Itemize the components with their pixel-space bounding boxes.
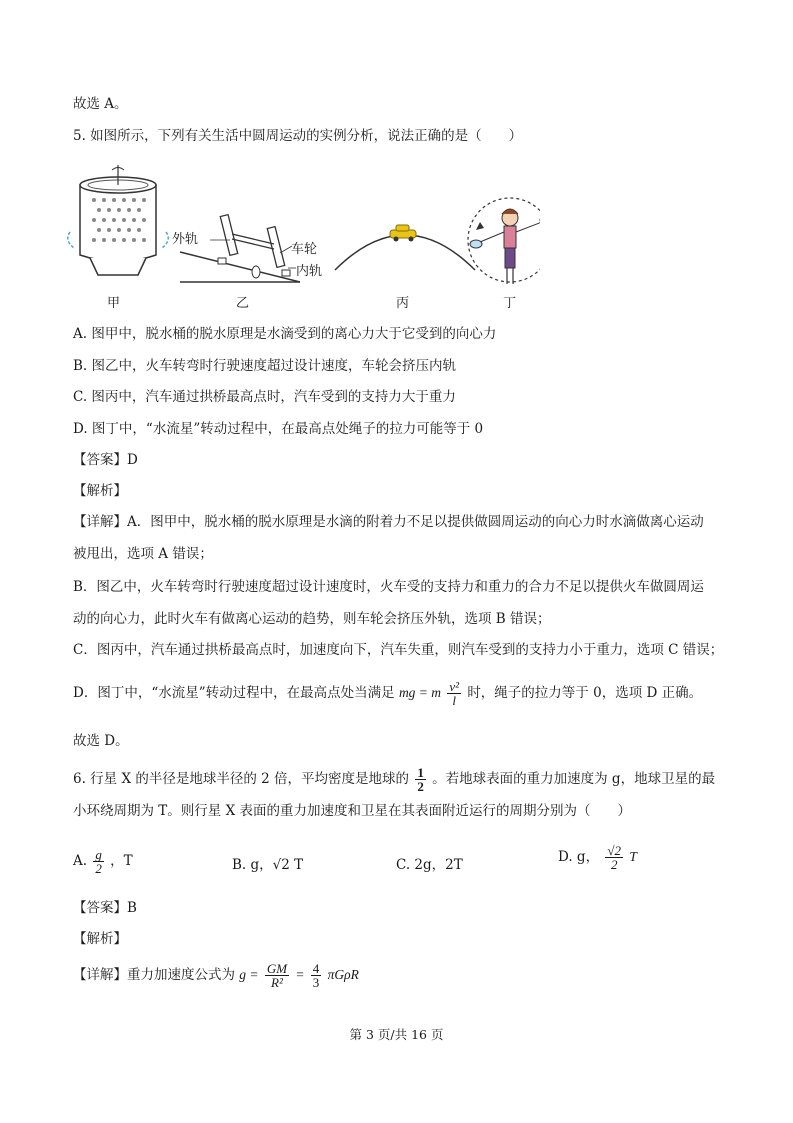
fraction-denominator: 2 (417, 779, 424, 794)
fraction-denominator: 2 (95, 861, 102, 876)
formula-mg: mg = m (398, 685, 442, 700)
question-5: 5. 如图所示，下列有关生活中圆周运动的实例分析，说法正确的是（ ） (73, 128, 523, 144)
fraction-denominator: R² (271, 975, 283, 990)
spin-dryer-figure (68, 165, 169, 275)
conclusion-5: 故选 D。 (73, 733, 129, 749)
question-5-figures (60, 160, 540, 310)
option-6a-tail: ，T (110, 853, 133, 869)
arch-bridge-figure (335, 225, 475, 270)
detail-6: 【详解】重力加速度公式为 g = $\frac{GM}{\text{R²}}$ = $\frac{4}{3}$ πGρR (73, 961, 359, 990)
detail-5d-suffix: 时，绳子的拉力等于 0，选项 D 正确。 (467, 685, 703, 701)
fraction-denominator: 2 (610, 857, 618, 872)
option-5c: C. 图丙中，汽车通过拱桥最高点时，汽车受到的支持力大于重力 (73, 389, 456, 405)
option-6a-label: A. (73, 853, 88, 869)
detail-5a-line1: 【详解】A．图甲中，脱水桶的脱水原理是水滴的附着力不足以提供做圆周运动的向心力时水滴做离心运动 (73, 514, 704, 530)
detail-5c: C．图丙中，汽车通过拱桥最高点时，加速度向下，汽车失重，则汽车受到的支持力小于重力，选项 C 错误； (73, 642, 724, 658)
figures-illustration (60, 160, 540, 310)
analysis-heading-6: 【解析】 (73, 931, 127, 947)
detail-5d-prefix: D．图丁中，“水流星”转动过程中，在最高点处当满足 (73, 685, 395, 701)
option-6c: C. 2g，2T (396, 857, 463, 873)
label-outer-rail: 外轨 (172, 232, 199, 247)
fraction-denominator: l (452, 693, 456, 708)
fraction-g-over-2 (93, 848, 104, 875)
formula-g-equals: g = (239, 967, 259, 982)
figure-label-yi: 乙 (236, 296, 250, 311)
fraction-numerator: v² (449, 679, 460, 694)
text-line: 故选 A。 (73, 96, 128, 112)
train-track-figure (180, 215, 300, 282)
fraction-numerator: g (95, 847, 102, 862)
option-6d (558, 844, 637, 871)
answer-6: 【答案】B (73, 900, 137, 916)
formula-tail: πGρR (327, 967, 359, 982)
detail-5b-line2: 动的向心力，此时火车有做离心运动的趋势，则车轮会挤压外轨，选项 B 错误； (73, 611, 551, 627)
detail-6-prefix: 【详解】重力加速度公式为 (73, 967, 235, 983)
option-5a: A. 图甲中，脱水桶的脱水原理是水滴受到的离心力大于它受到的向心力 (73, 326, 497, 342)
detail-5d (73, 680, 702, 707)
option-6d-label: D. g， (558, 849, 600, 865)
option-5d: D. 图丁中，“水流星”转动过程中，在最高点处绳子的拉力可能等于 0 (73, 421, 484, 437)
fraction-numerator: √2 (607, 843, 622, 858)
fraction-denominator: 3 (312, 975, 320, 990)
fraction-sqrt2-over-2 (605, 844, 623, 871)
figure-label-jia: 甲 (107, 296, 121, 311)
fraction-numerator: 4 (312, 961, 320, 976)
option-6d-period: T (629, 849, 637, 864)
fraction-gm-over-r2 (265, 962, 289, 989)
fraction-four-thirds (311, 962, 322, 989)
formula-v2-over-l (447, 680, 461, 707)
page-footer: 第 3 页/共 16 页 (349, 1027, 444, 1042)
fraction-one-half (415, 766, 426, 793)
answer-5: 【答案】D (73, 452, 138, 468)
figure-label-ding: 丁 (503, 296, 517, 311)
fraction-numerator: GM (266, 961, 288, 976)
option-6b: B. g，√2 T (232, 857, 304, 873)
option-6a (73, 848, 133, 875)
question-6-text-b: 。若地球表面的重力加速度为 g，地球卫星的最 (432, 771, 716, 787)
water-meteor-figure (468, 198, 540, 284)
question-6-text-a: 6. 行星 X 的半径是地球半径的 2 倍，平均密度是地球的 (73, 771, 410, 787)
label-wheel: 车轮 (291, 242, 318, 257)
label-inner-rail: 内轨 (296, 264, 323, 279)
detail-5b-line1: B．图乙中，火车转弯时行驶速度超过设计速度时，火车受的支持力和重力的合力不足以提供火车做圆周运 (73, 579, 704, 595)
fraction-numerator: 1 (417, 765, 424, 780)
figure-label-bing: 丙 (396, 296, 410, 311)
option-5b: B. 图乙中，火车转弯时行驶速度超过设计速度，车轮会挤压内轨 (73, 358, 457, 374)
question-6-line1 (73, 766, 715, 793)
analysis-heading-5: 【解析】 (73, 483, 127, 499)
question-6-line2: 小环绕周期为 T。则行星 X 表面的重力加速度和卫星在其表面附近运行的周期分别为（ ） (73, 803, 631, 819)
detail-5a-line2: 被甩出，选项 A 错误； (73, 546, 213, 562)
